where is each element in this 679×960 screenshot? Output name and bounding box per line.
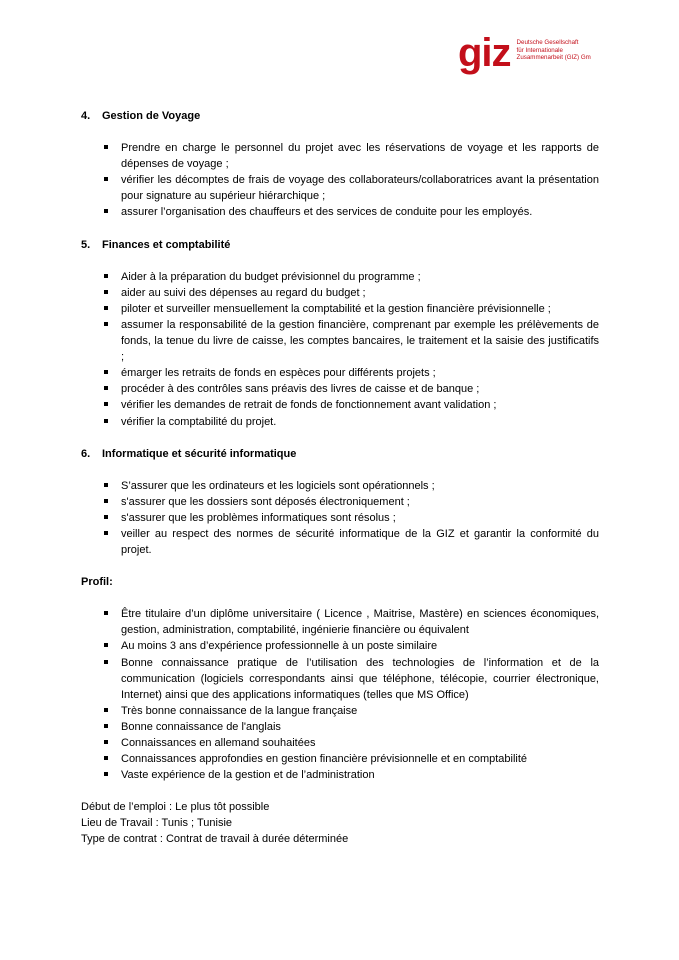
list-item: vérifier les décomptes de frais de voyage des collaborateurs/collaboratrices avant la présentation pour signature au supérieur hiérarchique ;	[81, 172, 599, 204]
giz-logo	[458, 31, 591, 75]
section-number: 5.	[81, 238, 91, 251]
job-details	[81, 799, 599, 847]
bullet-icon	[104, 708, 108, 712]
list-item: Connaissances approfondies en gestion financière prévisionnelle et en comptabilité	[81, 751, 599, 767]
bullet-icon	[104, 643, 108, 647]
section-heading	[81, 108, 599, 124]
bullet-list	[81, 269, 599, 430]
bullet-list	[81, 478, 599, 558]
list-item: piloter et surveiller mensuellement la comptabilité et la gestion financière prévisionnelle ;	[81, 301, 599, 317]
bullet-icon	[104, 515, 108, 519]
list-item: Vaste expérience de la gestion et de l’administration	[81, 767, 599, 783]
bullet-icon	[104, 772, 108, 776]
list-item: procéder à des contrôles sans préavis des livres de caisse et de banque ;	[81, 381, 599, 397]
section-number: 6.	[81, 447, 91, 460]
bullet-icon	[104, 370, 108, 374]
logo-text-line: Deutsche Gesellschaft	[516, 39, 579, 46]
section-title: Finances et comptabilité	[102, 238, 231, 251]
list-item: Être titulaire d’un diplôme universitaire ( Licence , Maitrise, Mastère) en sciences économiques, gestion, administration, comptabilité, ingénierie financière ou équivalent	[81, 606, 599, 638]
bullet-icon	[104, 209, 108, 213]
bullet-icon	[104, 290, 108, 294]
profil-heading: Profil:	[81, 576, 113, 589]
bullet-list	[81, 606, 599, 783]
bullet-icon	[104, 306, 108, 310]
start-date: Début de l’emploi : Le plus tôt possible	[81, 801, 270, 814]
contract-type: Type de contrat : Contrat de travail à durée déterminée	[81, 833, 349, 846]
bullet-icon	[104, 611, 108, 615]
bullet-icon	[104, 274, 108, 278]
bullet-icon	[104, 483, 108, 487]
document-body	[81, 108, 599, 848]
list-item: émarger les retraits de fonds en espèces pour différents projets ;	[81, 365, 599, 381]
logo-mark: giz	[458, 31, 511, 75]
list-item: assumer la responsabilité de la gestion financière, comprenant par exemple les prélèvements de fonds, la tenue du livre de caisse, les comptes bancaires, le traitement et la saisie des justificatifs ;	[81, 317, 599, 365]
logo-text	[517, 39, 591, 62]
section-number: 4.	[81, 110, 91, 122]
bullet-list	[81, 140, 599, 220]
list-item: S’assurer que les ordinateurs et les logiciels sont opérationnels ;	[81, 478, 599, 494]
bullet-icon	[104, 177, 108, 181]
work-location: Lieu de Travail : Tunis ; Tunisie	[81, 817, 233, 830]
bullet-icon	[104, 145, 108, 149]
list-item: s'assurer que les dossiers sont déposés électroniquement ;	[81, 494, 599, 510]
bullet-icon	[104, 724, 108, 728]
list-item: Aider à la préparation du budget prévisionnel du programme ;	[81, 269, 599, 285]
list-item: vérifier les demandes de retrait de fonds de fonctionnement avant validation ;	[81, 397, 599, 413]
list-item: aider au suivi des dépenses au regard du budget ;	[81, 285, 599, 301]
bullet-icon	[104, 660, 108, 664]
logo-text-line: für Internationale	[516, 46, 563, 54]
bullet-icon	[104, 499, 108, 503]
bullet-icon	[104, 756, 108, 760]
list-item: Bonne connaissance de l'anglais	[81, 719, 599, 735]
section-title: Gestion de Voyage	[102, 110, 201, 122]
section-heading	[81, 446, 599, 462]
bullet-icon	[104, 740, 108, 744]
list-item: Bonne connaissance pratique de l’utilisation des technologies de l’information et de la communication (logiciels correspondants ainsi que téléphone, télécopie, courrier électronique, Internet) ainsi que des applications informatiques (telles que MS Office)	[81, 655, 599, 703]
bullet-icon	[104, 531, 108, 535]
list-item: Prendre en charge le personnel du projet avec les réservations de voyage et les rapports de dépenses de voyage ;	[81, 140, 599, 172]
list-item: s'assurer que les problèmes informatiques sont résolus ;	[81, 510, 599, 526]
list-item: veiller au respect des normes de sécurité informatique de la GIZ et garantir la conformité du projet.	[81, 526, 599, 558]
bullet-icon	[104, 386, 108, 390]
list-item: Au moins 3 ans d’expérience professionnelle à un poste similaire	[81, 638, 599, 654]
bullet-icon	[104, 322, 108, 326]
section-heading	[81, 237, 599, 253]
bullet-icon	[104, 402, 108, 406]
list-item: Très bonne connaissance de la langue française	[81, 703, 599, 719]
list-item: vérifier la comptabilité du projet.	[81, 414, 599, 430]
logo-text-line: Zusammenarbeit (GIZ) Gm	[516, 54, 591, 62]
list-item: assurer l’organisation des chauffeurs et des services de conduite pour les employés.	[81, 204, 599, 220]
list-item: Connaissances en allemand souhaitées	[81, 735, 599, 751]
bullet-icon	[104, 419, 108, 423]
section-title: Informatique et sécurité informatique	[102, 447, 297, 460]
